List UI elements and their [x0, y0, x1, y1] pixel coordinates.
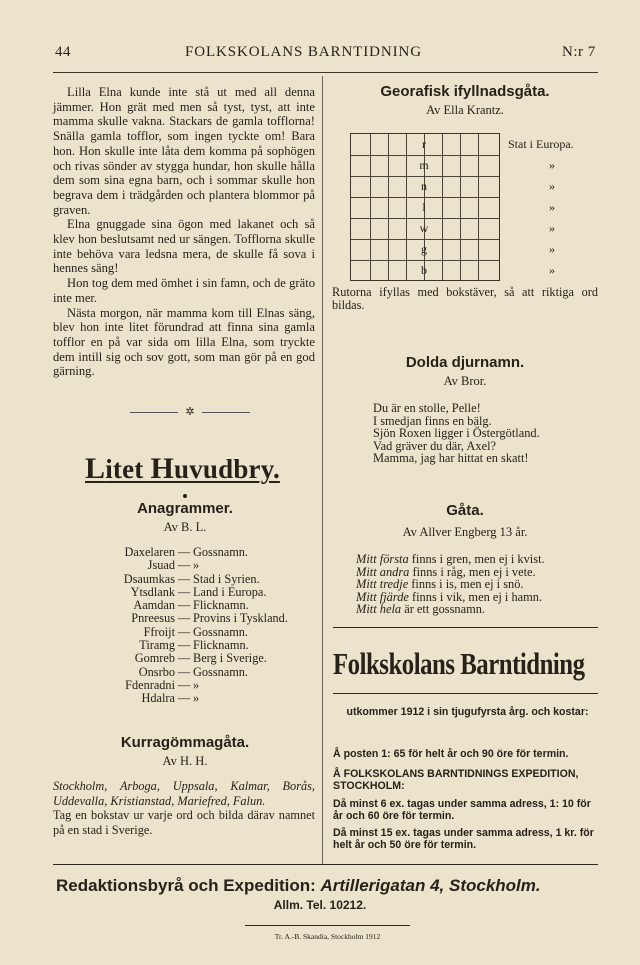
grid-letter-4: l [422, 200, 426, 214]
anagram-word: Tiramg [139, 638, 175, 653]
printer-imprint: Tr. A.-B. Skandia, Stockholm 1912 [274, 932, 381, 941]
anagram-word: Pnreesus [131, 611, 175, 626]
anagram-clue: Gossnamn. [193, 545, 248, 559]
litet-huvudbry-heading: Litet Huvudbry. [85, 452, 280, 485]
ditto-mark-6: » [549, 263, 555, 277]
anagram-row [70, 573, 320, 586]
anagram-row [70, 639, 320, 652]
grid-letter-1: r [422, 137, 426, 151]
advert-line-3: Å FOLKSKOLANS BARNTIDNINGS EXPEDITION, STOCKHOLM: [333, 768, 579, 793]
anagram-row [70, 692, 320, 705]
grid-letter-7: b [421, 263, 427, 277]
gata-lines [356, 553, 596, 616]
dolda-lines [373, 402, 598, 465]
ditto-mark-4: » [549, 221, 555, 235]
anagram-row [70, 652, 320, 665]
anagram-dash: — [177, 611, 191, 626]
anagram-word: Gomreb [134, 651, 175, 666]
anagram-dash: — [177, 677, 191, 692]
anagram-dash: — [177, 638, 191, 653]
anagram-clue: Stad i Syrien. [193, 571, 260, 586]
advert-line-2: Å posten 1: 65 för helt år och 90 öre för termin. [333, 748, 569, 760]
issue-number: N:r 7 [562, 44, 596, 60]
dolda-byline: Av Bror. [443, 374, 487, 388]
anagram-dash: — [177, 584, 191, 599]
advert-line-5: Då minst 15 ex. tagas under samma adress, 1 kr. för helt år och 50 öre för termin. [333, 827, 594, 852]
anagram-clue: Gossnamn. [193, 664, 248, 679]
footer-telephone: Allm. Tel. 10212. [273, 898, 367, 912]
dolda-line-4: Vad gräver du där, Axel? [373, 438, 497, 453]
anagram-clue: Land i Europa. [193, 584, 267, 599]
footer-address: Redaktionsbyrå och Expedition: Artillerigatan 4, Stockholm. [56, 876, 541, 895]
anagram-row [70, 612, 320, 625]
anagram-row [70, 586, 320, 599]
anagram-word: Onsrbo [138, 664, 175, 679]
header-rule [53, 72, 598, 73]
anagram-row [70, 599, 320, 612]
dolda-title: Dolda djurnamn. [405, 354, 525, 371]
kurragomma-title: Kurragömmagåta. [120, 734, 250, 751]
story-paragraph-1: Lilla Elna kunde inte stå ut med all denna jämmer. Hon grät med men så tyst, tyst, att inte mamma skulle vakna. Stackars de gamla tofflorna! Snälla gamla tofflor, som ingen tyckte om! Bara hon. Hon skulle inte låta dem komma på sophögen och rivas sönder av stygga hundar, hon skulle hålla dem som sina egna barn, och i sommar skulle hon begrava dem i trädgården och plantera blommor på graven. [53, 85, 315, 217]
advert-title-rule [333, 693, 598, 694]
anagram-dash: — [177, 571, 191, 586]
ditto-mark-1: » [549, 158, 555, 172]
gata-line-2: Mitt andra finns i råg, men ej i vete. [356, 564, 536, 579]
gata-title: Gåta. [446, 502, 484, 519]
grid-side-label: Stat i Europa. [508, 137, 574, 151]
anagram-dash: — [177, 545, 191, 559]
anagram-word: Ytsdlank [130, 584, 175, 599]
footer-top-rule [53, 864, 598, 865]
anagram-clue: Provins i Tyskland. [193, 611, 288, 626]
anagram-row [70, 666, 320, 679]
georafisk-title: Georafisk ifyllnadsgåta. [380, 83, 550, 100]
kurragomma-instruction: Tag en bokstav ur varje ord och bilda därav namnet på en stad i Sverige. [53, 808, 315, 837]
anagram-clue: Flicknamn. [193, 598, 249, 613]
anagram-clue: » [193, 691, 200, 706]
grid-letter-6: g [421, 242, 427, 256]
georafisk-caption: Rutorna ifyllas med bokstäver, så att riktiga ord bildas. [332, 285, 598, 312]
anagram-word: Daxelaren [124, 545, 175, 559]
ditto-mark-5: » [549, 242, 555, 256]
advert-line-4: Då minst 6 ex. tagas under samma adress, 1: 10 för år och 60 öre för termin. [333, 798, 591, 823]
story-paragraph-3: Hon tog dem med ömhet i sin famn, och de gräto inte mer. [53, 276, 315, 305]
anagram-word: Fdenradni [125, 677, 175, 692]
anagram-row [70, 559, 320, 572]
advert-top-rule [333, 627, 598, 628]
advert-line-1: utkommer 1912 i sin tjugufyrsta årg. och kostar: [346, 706, 589, 718]
anagram-word: Aamdan [133, 598, 175, 613]
anagram-table [70, 546, 320, 706]
anagram-word: Dsaumkas [123, 571, 175, 586]
dolda-line-1: Du är en stolle, Pelle! [373, 401, 481, 415]
anagram-word: Ffroijt [143, 624, 175, 639]
kurragomma-cities: Stockholm, Arboga, Uppsala, Kalmar, Borås, Uddevalla, Kristianstad, Mariefred, Falun. [53, 779, 315, 808]
grid-letter-3: n [421, 179, 427, 193]
gata-line-3: Mitt tredje finns i is, men ej i snö. [356, 577, 524, 592]
page-number: 44 [55, 44, 71, 60]
dolda-line-2: I smedjan finns en bälg. [373, 413, 492, 428]
anagram-clue: Berg i Sverige. [193, 651, 267, 666]
anagram-dash: — [177, 598, 191, 613]
ornament-glyph: ✲ [185, 405, 195, 418]
story-paragraph-2: Elna gnuggade sina ögon med lakanet och så klev hon beslutsamt ned ur sängen. Tofflorna skulle inte behöva vara ledsna mera, de skulle få sova i hennes säng! [53, 217, 315, 276]
anagram-word: Hdalra [141, 691, 175, 706]
advert-title: Folkskolans Barntidning [333, 646, 585, 681]
anagram-title: Anagrammer. [137, 500, 233, 517]
dot-ornament [183, 494, 187, 498]
dolda-line-3: Sjön Roxen ligger i Östergötland. [373, 426, 540, 441]
running-title: FOLKSKOLANS BARNTIDNING [185, 44, 422, 60]
grid-letter-2: m [419, 158, 429, 172]
column-rule [322, 76, 323, 864]
anagram-dash: — [177, 624, 191, 639]
grid-letter-5: w [419, 221, 429, 235]
anagram-clue: Gossnamn. [193, 624, 248, 639]
anagram-row [70, 626, 320, 639]
anagram-byline: Av B. L. [163, 520, 207, 534]
dolda-line-5: Mamma, jag har hittat en skatt! [373, 451, 529, 466]
gata-line-4: Mitt fjärde finns i vik, men ej i hamn. [356, 589, 543, 604]
story-text [53, 85, 315, 379]
georafisk-byline: Av Ella Krantz. [426, 103, 504, 117]
anagram-clue: Flicknamn. [193, 638, 249, 653]
section-ornament [130, 405, 250, 419]
gata-line-1: Mitt första finns i gren, men ej i kvist. [356, 552, 545, 566]
anagram-row [70, 546, 320, 559]
anagram-dash: — [177, 691, 191, 706]
anagram-dash: — [177, 558, 191, 573]
gata-byline: Av Allver Engberg 13 år. [402, 525, 528, 539]
kurragomma-byline: Av H. H. [162, 754, 208, 768]
anagram-row [70, 679, 320, 692]
anagram-dash: — [177, 664, 191, 679]
imprint-rule [245, 925, 410, 926]
story-paragraph-4: Nästa morgon, när mamma kom till Elnas säng, blev hon inte litet förundrad att finna sina gamla tofflor en på var sida om lilla Elna, som tryckte dem intill sig och sov gott, som man gör på en god gärning. [53, 305, 315, 379]
ditto-mark-3: » [549, 200, 555, 214]
anagram-clue: » [193, 558, 200, 573]
anagram-clue: » [193, 677, 200, 692]
anagram-dash: — [177, 651, 191, 666]
ditto-mark-2: » [549, 179, 555, 193]
anagram-word: Jsuad [147, 558, 175, 573]
gata-line-5: Mitt hela är ett gossnamn. [356, 602, 486, 617]
